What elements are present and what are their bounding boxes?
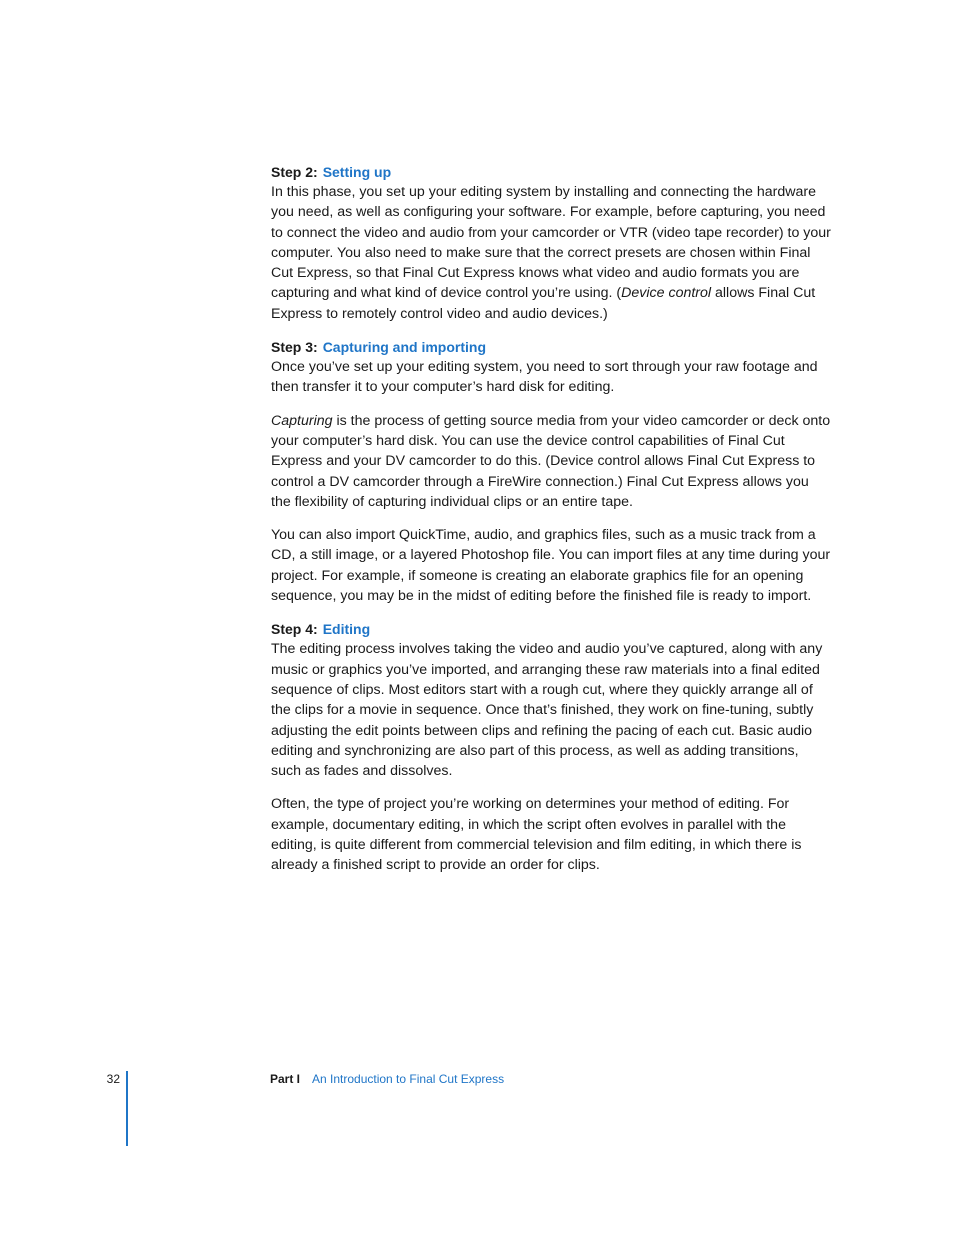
step-label: Step 4:: [271, 621, 318, 638]
main-content: [271, 162, 831, 876]
footer-part-label: Part I: [270, 1072, 301, 1086]
paragraph: Often, the type of project you’re working on determines your method of editing. For example, documentary editing, in which the script often evolves in parallel with the editing, is quite different from commercial television and film editing, in which there is already a finished script to provide an order for clips.: [271, 796, 802, 874]
step-title-link[interactable]: Capturing and importing: [322, 339, 487, 356]
page-number: 32: [106, 1072, 120, 1086]
step-label: Step 2:: [271, 164, 318, 180]
step-heading: [271, 619, 831, 639]
paragraph: You can also import QuickTime, audio, and graphics files, such as a music track from a CD, a still image, or a layered Photoshop file. You can import files at any time during your project. For example, if someone is creating an elaborate graphics file for an opening sequence, you may be in the midst of editing before the finished file is ready to import.: [271, 527, 831, 605]
footer-divider: [126, 1071, 128, 1146]
step-3-section: [271, 337, 831, 606]
text-run: allows Final Cut Express to remotely control video and audio devices.): [271, 285, 816, 322]
step-4-section: [271, 619, 831, 875]
paragraph: [271, 411, 831, 512]
text-run: In this phase, you set up your editing system by installing and connecting the hardware you need, as well as configuring your software. For example, before capturing, you need to connect the video and audio from your camcorder or VTR (video tape recorder) to your computer. You also need to make sure that the correct presets are chosen within Final Cut Express, so that Final Cut Express knows what video and audio formats you are capturing and what kind of device control you’re using. (: [271, 184, 831, 302]
paragraph: The editing process involves taking the video and audio you’ve captured, along with any music or graphics you’ve imported, and arranging these raw materials into a final edited sequence of clips. Most editors start with a rough cut, where they quickly arrange all of the clips for a movie in sequence. Once that’s finished, they work on fine-tuning, subtly adjusting the edit points between clips and refining the pacing of each cut. Basic audio editing and synchronizing are also part of this process, as well as adding transitions, such as fades and dissolves.: [271, 641, 823, 780]
paragraph: Once you’ve set up your editing system, you need to sort through your raw footage and then transfer it to your computer’s hard disk for editing.: [271, 359, 818, 396]
italic-term: Capturing: [271, 412, 333, 429]
paragraph: [271, 182, 831, 324]
text-run: is the process of getting source media from your video camcorder or deck onto your computer’s hard disk. You can use the device control capabilities of Final Cut Express and your DV camcorder to do this. (Device control allows Final Cut Express to control a DV camcorder through a FireWire connection.) Final Cut Express allows you the flexibility of capturing individual clips or an entire tape.: [271, 412, 831, 510]
footer-chapter-link[interactable]: An Introduction to Final Cut Express: [312, 1072, 505, 1086]
step-title-link[interactable]: Editing: [322, 621, 371, 638]
step-title-link[interactable]: Setting up: [322, 164, 392, 180]
step-2-section: [271, 162, 831, 324]
step-heading: [271, 337, 831, 357]
step-label: Step 3:: [271, 339, 318, 356]
italic-term: Device control: [621, 285, 712, 302]
step-heading: [271, 162, 831, 182]
